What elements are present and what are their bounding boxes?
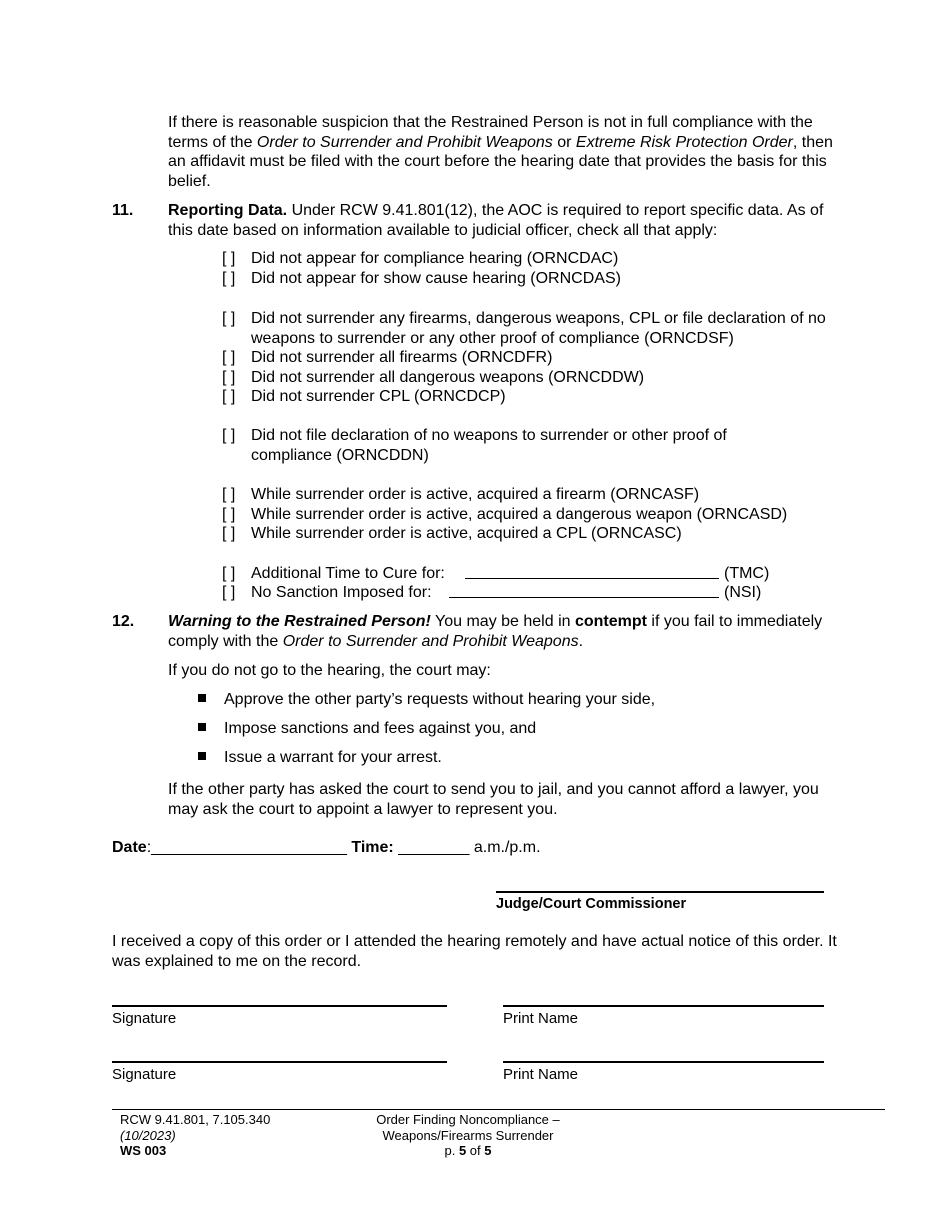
print-name-label: Print Name [503,1010,579,1027]
footer-page-number: p. 5 of 5 [444,1143,492,1158]
bullet-item: Impose sanctions and fees against you, and [224,720,537,737]
checkbox-label: Did not surrender all firearms (ORNCDFR) [251,349,553,366]
checkbox[interactable]: [ ] [222,250,236,267]
tmc-label: Additional Time to Cure for: [251,565,445,582]
time-label: Time: [351,839,394,856]
checkbox[interactable]: [ ] [222,427,236,444]
judge-label: Judge/Court Commissioner [496,896,687,912]
bullet-icon [198,694,206,702]
bullet-icon [198,752,206,760]
nsi-code: (NSI) [724,584,762,601]
signature-line[interactable] [112,1005,447,1007]
bullet-icon [198,723,206,731]
checkbox-row[interactable] [222,485,842,505]
section-11-number: 11. [112,202,134,219]
footer-center [350,1112,586,1159]
jail-paragraph: If the other party has asked the court to send you to jail, and you cannot afford a lawyer, you may ask the court to appoint a lawyer to represent you. [168,781,819,818]
checkbox[interactable]: [ ] [222,486,236,503]
checkbox-label: Did not surrender CPL (ORNCDCP) [251,388,506,405]
section-11-intro: Reporting Data. Under RCW 9.41.801(12), the AOC is required to report specific data. As of this date based on information available to judicial officer, check all that apply: [168,202,824,239]
checkbox-label: Did not file declaration of no weapons to surrender or other proof of compliance (ORNCDDN) [251,427,727,464]
date-time-line: Date:______________________ Time: ________ a.m./p.m. [112,839,541,856]
footer-form-number: WS 003 [120,1143,167,1158]
checkbox[interactable]: [ ] [222,369,236,386]
checkbox-label: Did not surrender any firearms, dangerous weapons, CPL or file declaration of no weapons to surrender or any other proof of compliance (ORNCDSF) [251,310,826,347]
checkbox-row[interactable] [222,368,842,388]
print-name-label: Print Name [503,1066,579,1083]
intro-paragraph: If there is reasonable suspicion that the Restrained Person is not in full compliance with the terms of the Order to Surrender and Prohibit Weapons or Extreme Risk Protection Order, then an affidavit must be filed with the court before the hearing date that provides the basis for this belief. [168,114,833,190]
checkbox-label: While surrender order is active, acquired a firearm (ORNCASF) [251,486,700,503]
tmc-input[interactable] [465,564,719,579]
checkbox[interactable]: [ ] [222,388,236,405]
footer-left [120,1112,270,1159]
checkbox-row[interactable] [222,387,842,407]
checkbox-row[interactable] [222,524,842,544]
checkbox-row[interactable] [222,348,842,368]
signature-label: Signature [112,1066,177,1083]
checkbox[interactable]: [ ] [222,506,236,523]
checkbox-row[interactable] [222,269,842,289]
nsi-label: No Sanction Imposed for: [251,584,432,601]
checkbox-row[interactable] [222,426,842,465]
checkbox[interactable]: [ ] [222,565,236,582]
footer-rcw: RCW 9.41.801, 7.105.340 [120,1112,271,1127]
bullet-item: Issue a warrant for your arrest. [224,749,442,766]
checkbox-label: While surrender order is active, acquired a CPL (ORNCASC) [251,525,682,542]
checkbox[interactable]: [ ] [222,310,236,327]
footer-title-line1: Order Finding Noncompliance – [376,1112,560,1127]
checkbox-row[interactable] [222,505,842,525]
checkbox[interactable]: [ ] [222,584,236,601]
nsi-input[interactable] [449,583,719,598]
tmc-code: (TMC) [724,565,770,582]
checkbox[interactable]: [ ] [222,270,236,287]
checkbox-label: While surrender order is active, acquired a dangerous weapon (ORNCASD) [251,506,788,523]
checkbox-label: Did not surrender all dangerous weapons (ORNCDDW) [251,369,645,386]
date-input[interactable]: ______________________ [151,839,347,856]
checkbox-label: Did not appear for show cause hearing (ORNCDAS) [251,270,621,287]
footer-title-line2: Weapons/Firearms Surrender [382,1127,554,1143]
checkbox[interactable]: [ ] [222,525,236,542]
footer-date-code: (10/2023) [120,1127,176,1143]
time-input[interactable]: ________ [398,839,470,856]
ampm-label: a.m./p.m. [473,839,541,856]
checkbox-row[interactable] [222,309,842,348]
checkbox-row[interactable] [222,249,842,269]
judge-signature-line[interactable] [496,891,824,893]
section-12-number: 12. [112,613,135,630]
footer-rule [112,1109,885,1110]
signature-label: Signature [112,1010,177,1027]
print-name-line[interactable] [503,1005,824,1007]
checkbox-label: Did not appear for compliance hearing (ORNCDAC) [251,250,619,267]
section-12-warning: Warning to the Restrained Person! You may be held in contempt if you fail to immediately comply with the Order to Surrender and Prohibit Weapons. [168,613,823,650]
print-name-line[interactable] [503,1061,824,1063]
checkbox[interactable]: [ ] [222,349,236,366]
section-12-lead: If you do not go to the hearing, the court may: [168,662,491,679]
bullet-item: Approve the other party’s requests without hearing your side, [224,691,656,708]
signature-line[interactable] [112,1061,447,1063]
date-label: Date [112,839,147,856]
receipt-paragraph: I received a copy of this order or I attended the hearing remotely and have actual notice of this order. It was explained to me on the record. [112,933,837,970]
